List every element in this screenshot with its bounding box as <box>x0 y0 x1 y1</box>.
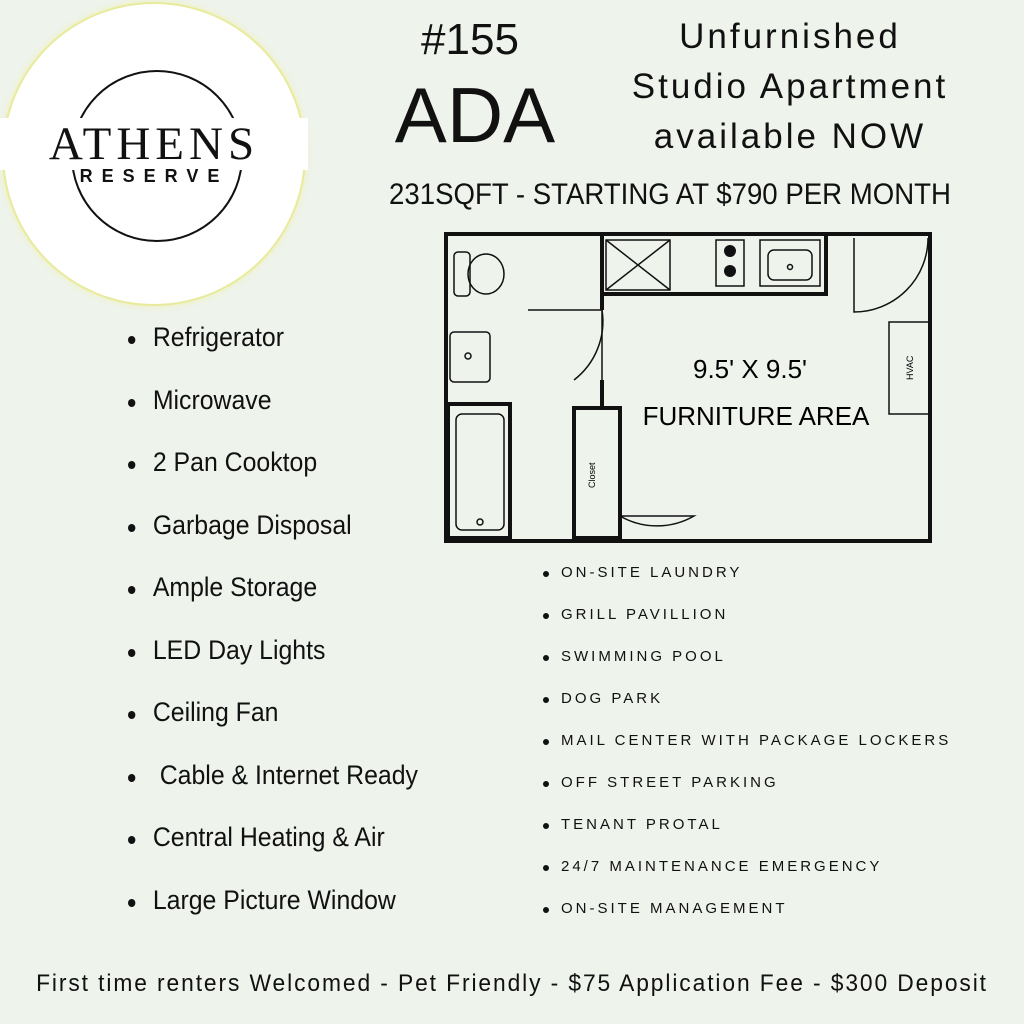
area-dimensions: 9.5' X 9.5' <box>692 354 808 384</box>
amenity-item: LED Day Lights <box>128 635 418 698</box>
price-line: 231SQFT - STARTING AT $790 PER MONTH <box>389 178 951 211</box>
unit-number: #155 <box>421 15 519 64</box>
community-item: TENANT PROTAL <box>543 816 951 858</box>
closet-label: Closet <box>587 462 597 488</box>
headline <box>590 12 990 162</box>
community-item: OFF STREET PARKING <box>543 774 951 816</box>
floor-plan <box>444 230 934 545</box>
headline-line-2: Studio Apartment <box>631 67 949 106</box>
footer-terms: First time renters Welcomed - Pet Friendly - $75 Application Fee - $300 Deposit <box>36 970 988 997</box>
hvac-label: HVAC <box>905 355 915 380</box>
amenity-item: Cable & Internet Ready <box>128 760 418 823</box>
amenity-item: 2 Pan Cooktop <box>128 447 418 510</box>
amenity-item: Ceiling Fan <box>128 697 418 760</box>
headline-line-1: Unfurnished <box>679 17 901 56</box>
unit-type: ADA <box>394 71 556 159</box>
community-item: MAIL CENTER WITH PACKAGE LOCKERS <box>543 732 951 774</box>
community-item: GRILL PAVILLION <box>543 606 951 648</box>
amenity-item: Refrigerator <box>128 322 418 385</box>
amenity-item: Central Heating & Air <box>128 822 418 885</box>
amenity-item: Large Picture Window <box>128 885 418 948</box>
amenity-item: Ample Storage <box>128 572 418 635</box>
logo-subtitle: RESERVE <box>79 166 229 186</box>
community-features-list <box>543 564 951 942</box>
unit-amenities-list <box>128 322 443 947</box>
area-label: FURNITURE AREA <box>642 401 870 431</box>
amenity-item: Microwave <box>128 385 418 448</box>
logo-title: ATHENS <box>0 118 308 170</box>
community-item: 24/7 MAINTENANCE EMERGENCY <box>543 858 951 900</box>
community-item: SWIMMING POOL <box>543 648 951 690</box>
community-item: DOG PARK <box>543 690 951 732</box>
athens-reserve-logo <box>0 0 308 308</box>
headline-line-3: available NOW <box>653 117 927 156</box>
amenity-item: Garbage Disposal <box>128 510 418 573</box>
community-item: ON-SITE LAUNDRY <box>543 564 951 606</box>
community-item: ON-SITE MANAGEMENT <box>543 900 951 942</box>
